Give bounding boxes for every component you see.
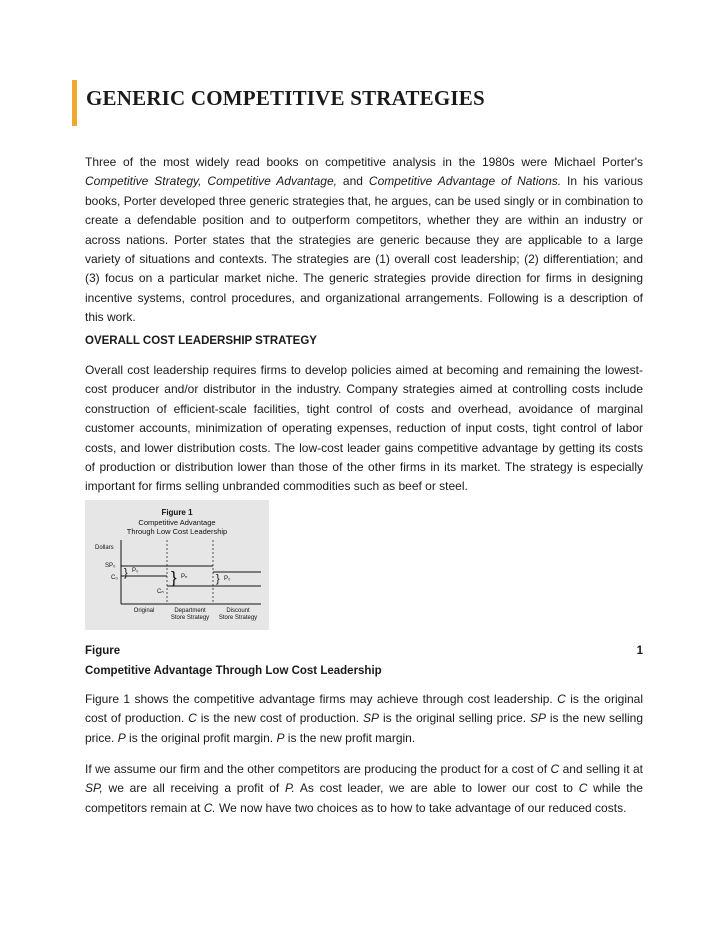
section-heading: OVERALL COST LEADERSHIP STRATEGY: [85, 335, 317, 347]
intro-and: and: [336, 174, 369, 189]
explain-t3: is the new cost of production.: [196, 711, 364, 726]
x-label-department-2: Store Strategy: [170, 615, 210, 621]
pn-label: Pₙ: [181, 574, 188, 580]
caption-left: Figure: [85, 645, 121, 657]
cn-label: Cₙ: [157, 589, 164, 595]
caption-line: [85, 645, 643, 657]
y-axis-label: Dollars: [95, 545, 114, 551]
assume-c2: C: [578, 781, 588, 796]
brace-pn: }: [171, 568, 177, 587]
explain-t4: is the original selling price.: [379, 711, 530, 726]
assume-p1: P.: [284, 781, 295, 796]
book-title-1: Competitive Strategy,: [85, 174, 202, 189]
assume-t6: We now have two choices as to how to take advantage of our reduced costs.: [215, 800, 627, 815]
brace-pd: }: [216, 573, 220, 585]
explain-p1: P: [117, 730, 126, 745]
explain-t5: is the new selling price.: [85, 711, 644, 745]
figure-1: [85, 500, 269, 630]
caption-title: Competitive Advantage Through Low Cost Leadership: [85, 665, 382, 677]
explain-t2: is the original cost of production.: [85, 692, 643, 726]
assume-t1: If we assume our firm and the other competitors are producing the product for a cost of: [85, 762, 551, 776]
p0-label: P₀: [132, 568, 139, 574]
assume-t3: we are all receiving a profit of: [102, 781, 285, 796]
explain-c1: C: [557, 692, 566, 706]
book-title-2: Competitive Advantage,: [207, 174, 337, 189]
brace-p0: }: [124, 567, 128, 579]
intro-text-1: Three of the most widely read books on competitive analysis in the 1980s were Michael Porter's: [85, 155, 643, 169]
explain-t6: is the original profit margin.: [125, 730, 277, 745]
figure-title-line-1: Competitive Advantage: [138, 518, 216, 527]
intro-paragraph: [85, 153, 643, 328]
pd-label: P₀: [224, 576, 231, 582]
x-label-original: Original: [133, 608, 155, 614]
x-label-discount-2: Store Strategy: [218, 615, 258, 621]
assume-t2: and selling it at: [559, 762, 643, 776]
figure-explanation-paragraph: [85, 690, 643, 748]
intro-text-2: In his various books, Porter developed three generic strategies that, he argues, can be used singly or in combination to create a defendable position and to outperform competitors, whether they are within an industry or across nations. Porter states that the strategies are generic because they are applicable to a large variety of situations and contexts. The strategies are (1) overall cost leadership; (2) differentiation; and (3) focus on a particular market niche. The generic strategies provide direction for firms in designing incentive systems, control procedures, and organizational arrangements. Following is a description of this work.: [85, 174, 643, 325]
explain-t1: Figure 1 shows the competitive advantage firms may achieve through cost leadership.: [85, 692, 558, 706]
sp-label: SP₀: [105, 563, 116, 569]
figure-1-svg: [85, 500, 269, 630]
explain-c2: C: [188, 711, 197, 726]
title-accent-bar: [72, 80, 77, 126]
title-block: [72, 80, 652, 128]
explain-sp2: SP: [529, 711, 546, 726]
assumption-paragraph: [85, 760, 643, 818]
x-label-department-1: Department: [174, 608, 206, 614]
page-title: GENERIC COMPETITIVE STRATEGIES: [86, 86, 485, 110]
assume-t4: As cost leader, we are able to lower our cost to: [294, 781, 579, 796]
assume-t5: while the competitors remain at: [85, 781, 643, 815]
assume-c3: C.: [203, 800, 216, 815]
figure-title-line-2: Through Low Cost Leadership: [126, 527, 228, 536]
caption-number: 1: [636, 645, 643, 657]
figure-label: Figure 1: [161, 508, 193, 517]
assume-sp1: SP,: [85, 781, 103, 796]
explain-t7: is the new profit margin.: [284, 730, 416, 745]
book-title-3: Competitive Advantage of Nations.: [368, 174, 562, 189]
explain-sp1: SP: [363, 711, 380, 726]
c-label: C₀: [111, 575, 118, 581]
x-label-discount-1: Discount: [226, 608, 250, 614]
assume-c1: C: [550, 762, 560, 776]
explain-p2: P: [276, 730, 285, 745]
cost-leadership-paragraph: Overall cost leadership requires firms to develop policies aimed at becoming and remaining the lowest-cost producer and/or distributor in the industry. Company strategies aimed at controlling costs include construction of efficient-scale facilities, tight control of costs and overhead, avoidance of marginal customer accounts, minimization of operating expenses, reduction of input costs, tight control of labor costs, and lower distribution costs. The low-cost leader gains competitive advantage by getting its costs of production or distribution lower than those of the other firms in its market. The strategy is especially important for firms selling unbranded commodities such as beef or steel.: [85, 363, 643, 494]
